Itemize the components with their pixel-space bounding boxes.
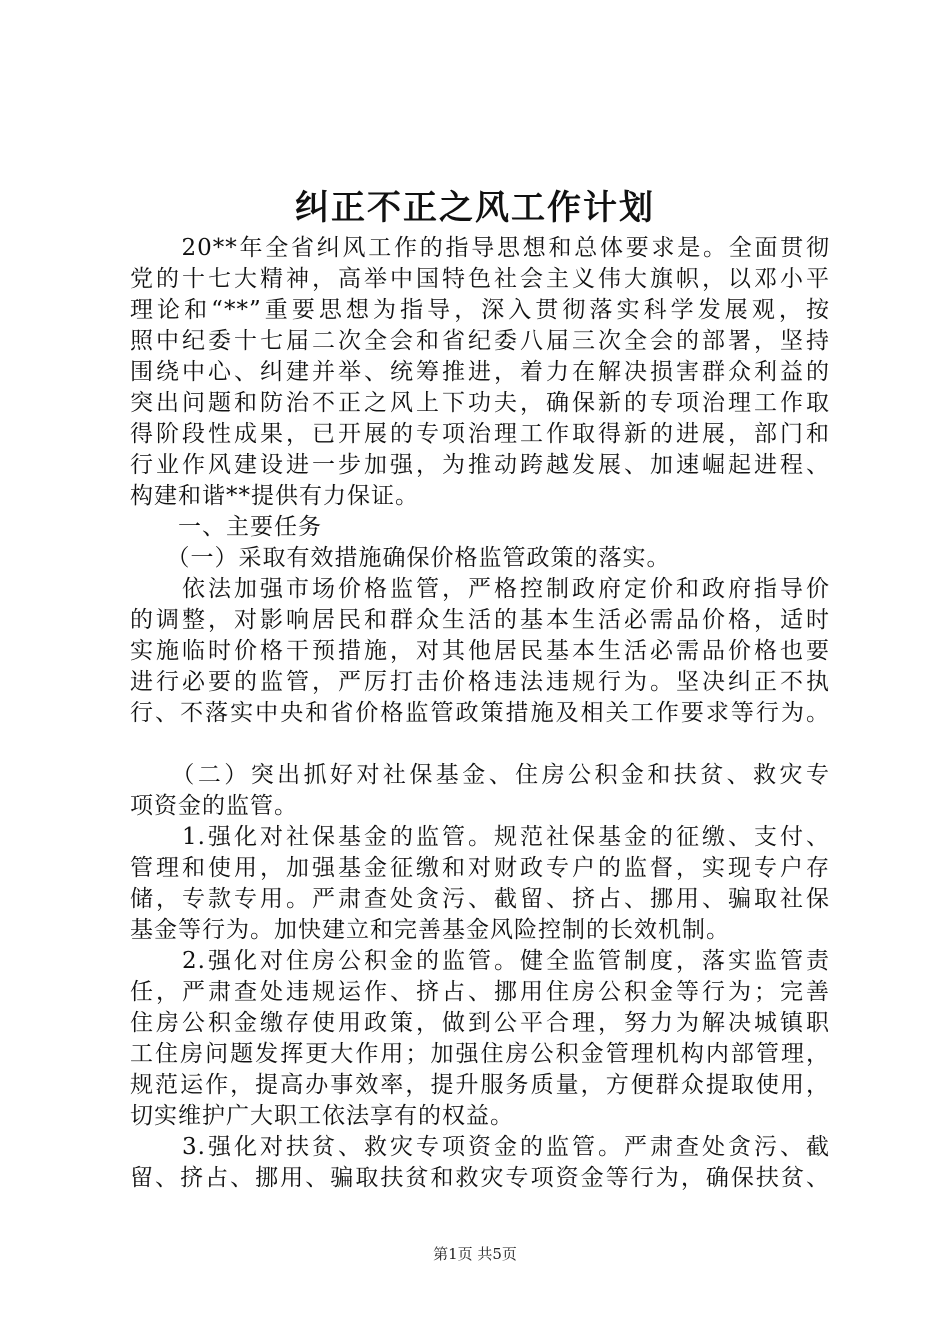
page-footer: 第1页 共5页 [433, 1245, 517, 1263]
text-line: 基金等行为。加快建立和完善基金风险控制的长效机制。 [130, 917, 730, 943]
text-line: 1.强化对社保基金的监管。规范社保基金的征缴、支付、 [130, 824, 830, 850]
text-line: 一、主要任务 [130, 514, 322, 540]
text-line: 管理和使用，加强基金征缴和对财政专户的监督，实现专户存 [130, 855, 830, 881]
text-line: 规范运作，提高办事效率，提升服务质量，方便群众提取使用， [130, 1072, 830, 1098]
text-line: 储，专款专用。严肃查处贪污、截留、挤占、挪用、骗取社保 [130, 886, 830, 912]
text-line: 构建和谐**提供有力保证。 [130, 483, 419, 509]
text-line: 依法加强市场价格监管，严格控制政府定价和政府指导价 [130, 576, 830, 602]
text-line: 2.强化对住房公积金的监管。健全监管制度，落实监管责 [130, 948, 830, 974]
text-line: 住房公积金缴存使用政策，做到公平合理，努力为解决城镇职 [130, 1010, 830, 1036]
text-line: 实施临时价格干预措施，对其他居民基本生活必需品价格也要 [130, 638, 830, 664]
text-line: 任，严肃查处违规运作、挤占、挪用住房公积金等行为；完善 [130, 979, 830, 1005]
text-line: 照中纪委十七届二次全会和省纪委八届三次全会的部署，坚持 [130, 328, 830, 354]
text-line: （二）突出抓好对社保基金、住房公积金和扶贫、救灾专 [130, 762, 830, 788]
text-line: 20**年全省纠风工作的指导思想和总体要求是。全面贯彻 [130, 235, 830, 261]
text-line: 进行必要的监管，严厉打击价格违法违规行为。坚决纠正不执 [130, 669, 830, 695]
text-line: 留、挤占、挪用、骗取扶贫和救灾专项资金等行为，确保扶贫、 [130, 1165, 830, 1191]
text-line: 行、不落实中央和省价格监管政策措施及相关工作要求等行为。 [130, 700, 830, 726]
text-line: 3.强化对扶贫、救灾专项资金的监管。严肃查处贪污、截 [130, 1134, 830, 1160]
text-line: 得阶段性成果，已开展的专项治理工作取得新的进展，部门和 [130, 421, 830, 447]
text-line: 党的十七大精神，高举中国特色社会主义伟大旗帜，以邓小平 [130, 266, 830, 292]
text-line: 工住房问题发挥更大作用；加强住房公积金管理机构内部管理， [130, 1041, 830, 1067]
text-line: 项资金的监管。 [130, 793, 298, 819]
text-line: 突出问题和防治不正之风上下功夫，确保新的专项治理工作取 [130, 390, 830, 416]
text-line: （一）采取有效措施确保价格监管政策的落实。 [130, 545, 671, 571]
paragraph-gap [130, 729, 830, 760]
text-line: 的调整，对影响居民和群众生活的基本生活必需品价格，适时 [130, 607, 830, 633]
document-body [130, 233, 830, 1194]
text-line: 切实维护广大职工依法享有的权益。 [130, 1103, 514, 1129]
text-line: 行业作风建设进一步加强，为推动跨越发展、加速崛起进程、 [130, 452, 830, 478]
text-line: 围绕中心、纠建并举、统筹推进，着力在解决损害群众利益的 [130, 359, 830, 385]
text-line: 理论和“**”重要思想为指导，深入贯彻落实科学发展观，按 [130, 297, 830, 323]
document-title: 纠正不正之风工作计划 [295, 188, 655, 228]
